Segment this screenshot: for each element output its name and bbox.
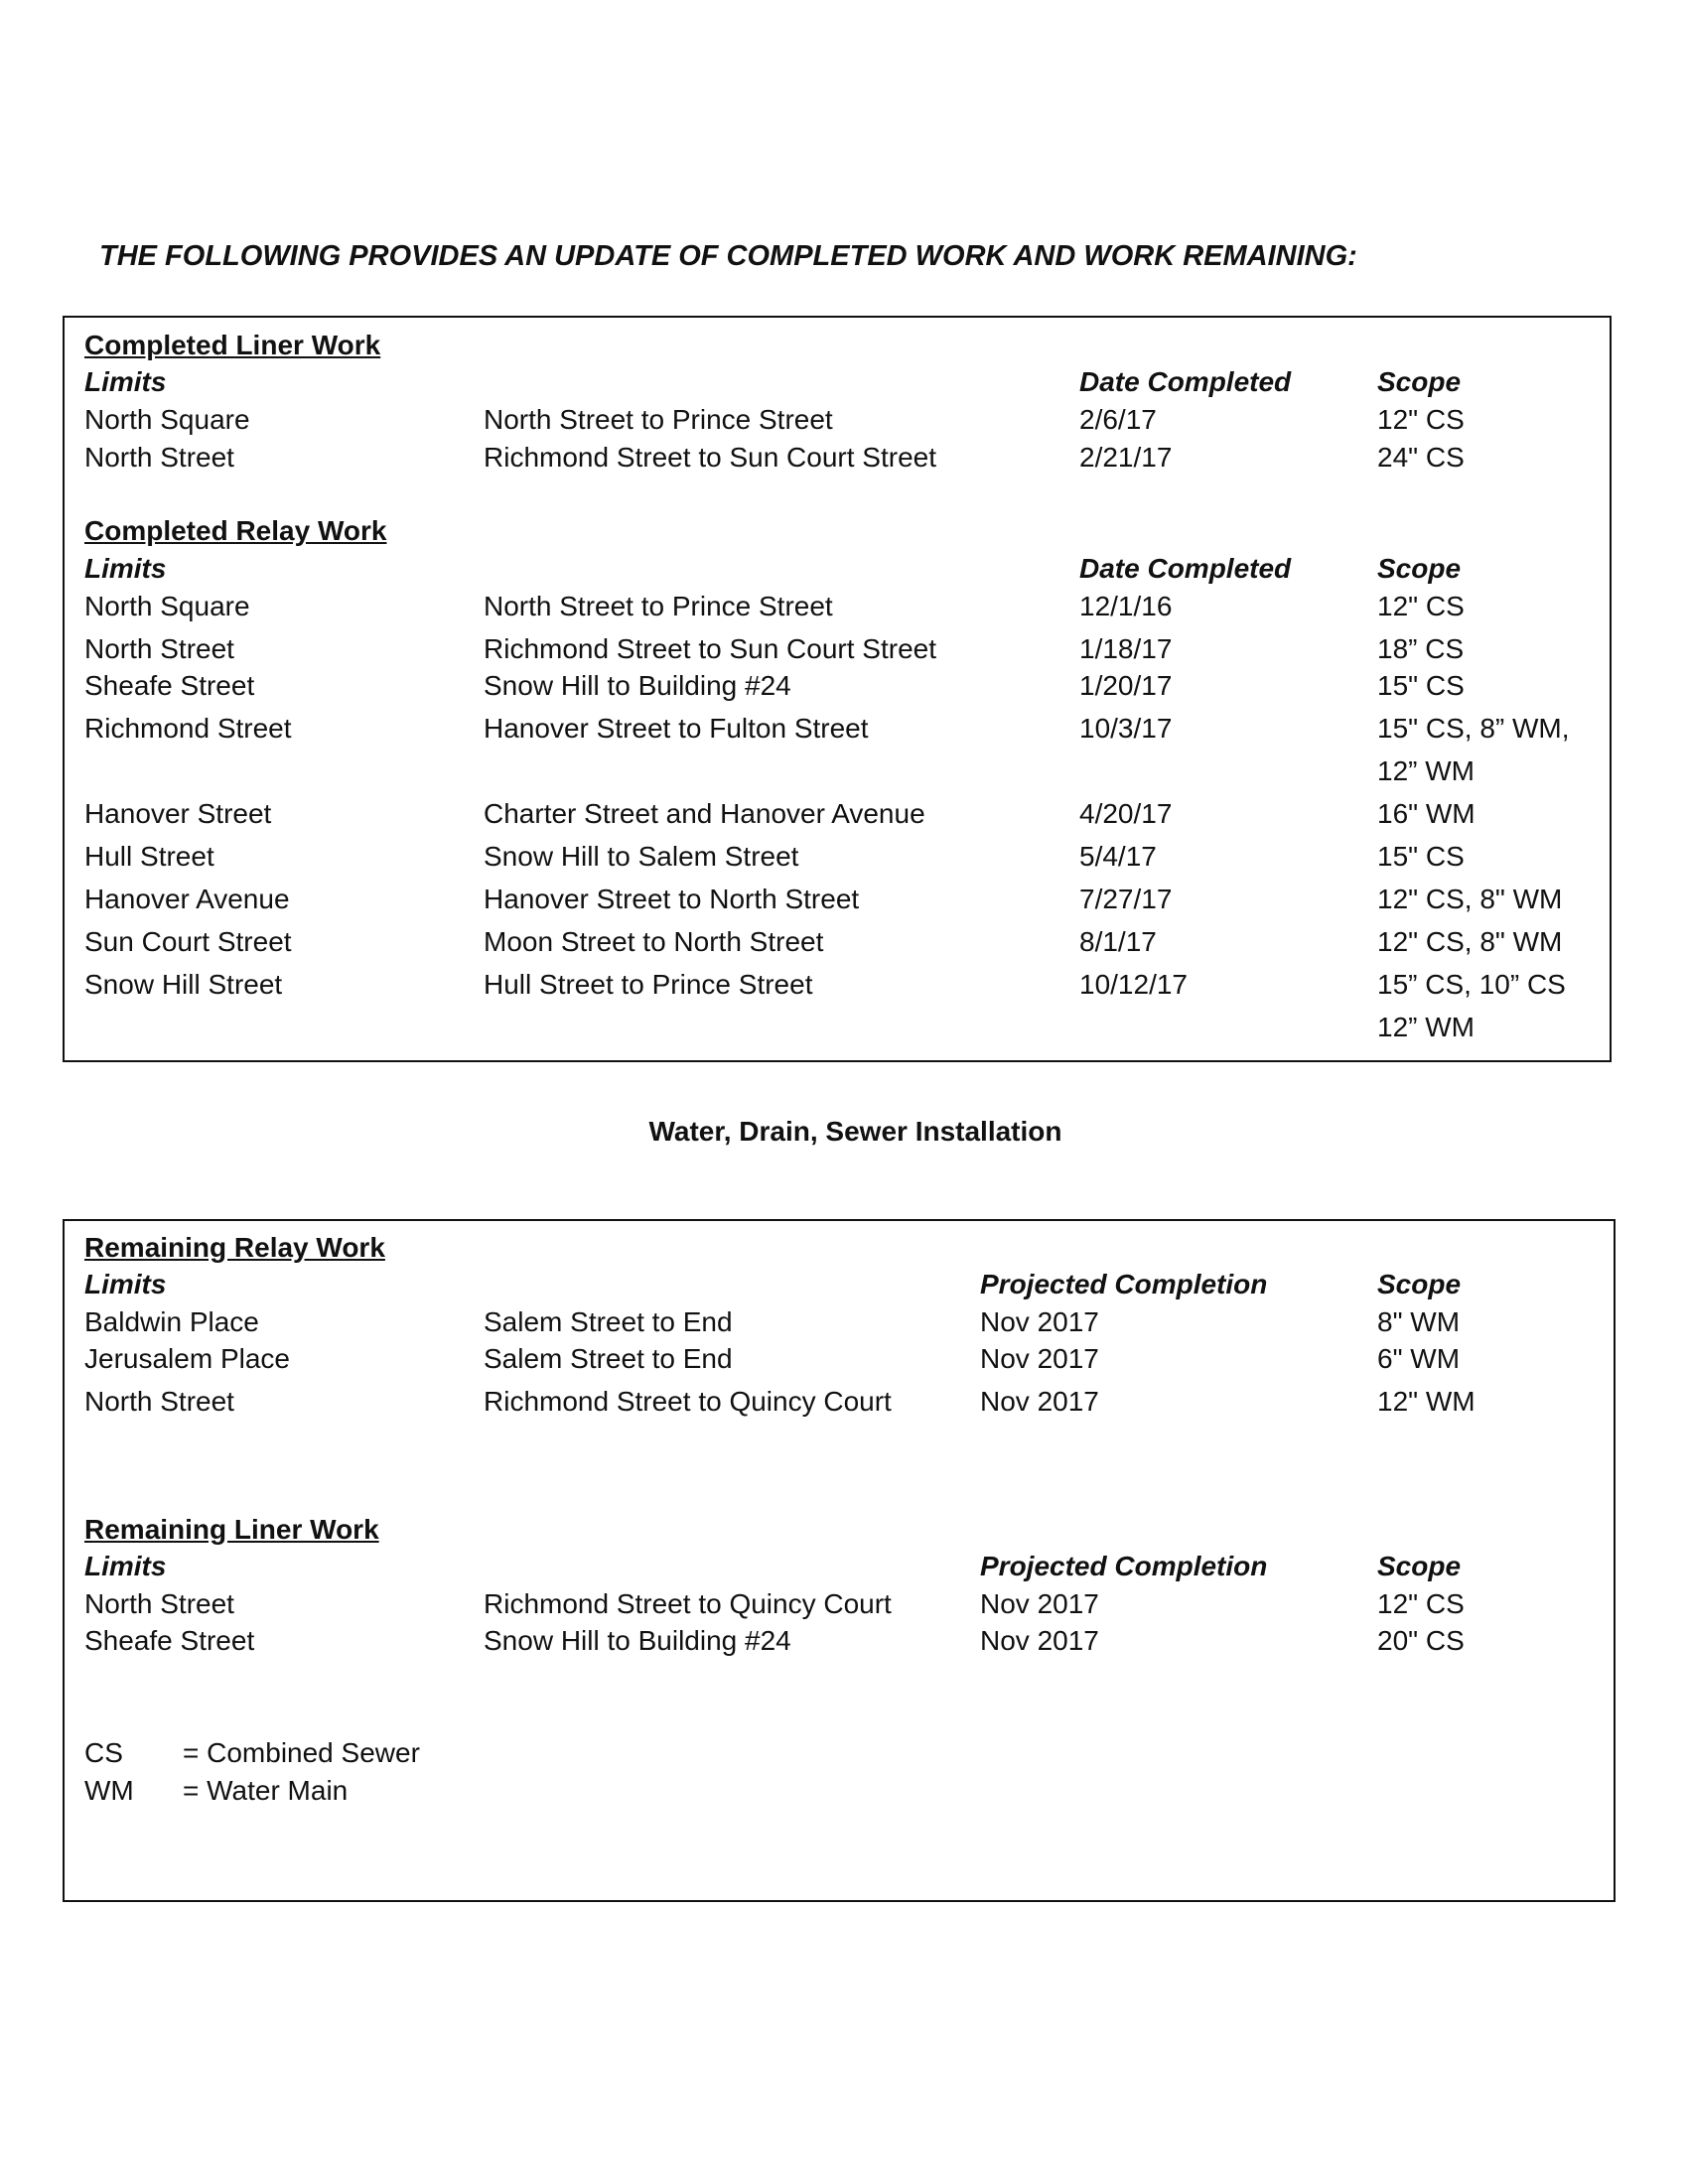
completed-relay-row-6-street: Hull Street [84, 841, 214, 872]
legend-wm-meaning: = Water Main [183, 1775, 349, 1806]
completed-relay-row-3-scope: 15" CS [1377, 670, 1465, 701]
completed-relay-row-2-street: North Street [84, 633, 234, 664]
completed-relay-row-6-scope: 15" CS [1377, 841, 1465, 872]
remaining-relay-row-3-date: Nov 2017 [980, 1386, 1099, 1417]
remaining-relay-row-2-limits: Salem Street to End [484, 1343, 733, 1374]
completed-relay-row-9-limits: Hull Street to Prince Street [484, 969, 813, 1000]
remaining-relay-row-2-date: Nov 2017 [980, 1343, 1099, 1374]
completed-relay-row-6-limits: Snow Hill to Salem Street [484, 841, 799, 872]
remaining-relay-row-3-street: North Street [84, 1386, 234, 1417]
completed-relay-row-7-date: 7/27/17 [1079, 884, 1173, 914]
completed-relay-row-4-scope-cont: 12” WM [1377, 755, 1475, 786]
completed-relay-row-8-date: 8/1/17 [1079, 926, 1157, 957]
completed-relay-row-4-scope: 15" CS, 8” WM, [1377, 713, 1570, 744]
completed-liner-date-header: Date Completed [1079, 366, 1292, 397]
legend-wm-abbr: WM [84, 1775, 134, 1806]
completed-relay-row-7-limits: Hanover Street to North Street [484, 884, 860, 914]
completed-liner-row-2-street: North Street [84, 442, 234, 473]
remaining-relay-row-3-limits: Richmond Street to Quincy Court [484, 1386, 892, 1417]
remaining-relay-row-1-limits: Salem Street to End [484, 1306, 733, 1337]
remaining-liner-scope-header: Scope [1377, 1551, 1462, 1581]
completed-relay-row-9-scope-cont: 12” WM [1377, 1012, 1475, 1042]
legend-cs-abbr: CS [84, 1737, 123, 1768]
completed-liner-row-1-street: North Square [84, 404, 250, 435]
remaining-liner-row-1-date: Nov 2017 [980, 1588, 1099, 1619]
completed-relay-row-4-street: Richmond Street [84, 713, 292, 744]
page-heading: THE FOLLOWING PROVIDES AN UPDATE OF COMPLETED WORK AND WORK REMAINING: [99, 240, 1357, 272]
completed-relay-row-6-date: 5/4/17 [1079, 841, 1157, 872]
completed-liner-title: Completed Liner Work [84, 330, 381, 360]
completed-relay-scope-header: Scope [1377, 553, 1462, 584]
remaining-relay-row-2-street: Jerusalem Place [84, 1343, 290, 1374]
remaining-liner-row-2-limits: Snow Hill to Building #24 [484, 1625, 791, 1656]
completed-relay-limits-header: Limits [84, 553, 167, 584]
completed-relay-row-3-street: Sheafe Street [84, 670, 255, 701]
completed-relay-row-1-date: 12/1/16 [1079, 591, 1173, 621]
completed-relay-row-2-scope: 18” CS [1377, 633, 1465, 664]
remaining-relay-row-2-scope: 6" WM [1377, 1343, 1461, 1374]
remaining-relay-limits-header: Limits [84, 1269, 167, 1299]
completed-relay-row-2-limits: Richmond Street to Sun Court Street [484, 633, 936, 664]
completed-relay-row-5-date: 4/20/17 [1079, 798, 1173, 829]
completed-liner-row-1-date: 2/6/17 [1079, 404, 1157, 435]
remaining-relay-row-1-date: Nov 2017 [980, 1306, 1099, 1337]
remaining-relay-row-1-scope: 8" WM [1377, 1306, 1461, 1337]
completed-relay-row-8-scope: 12" CS, 8" WM [1377, 926, 1563, 957]
completed-relay-row-8-street: Sun Court Street [84, 926, 292, 957]
completed-relay-row-5-street: Hanover Street [84, 798, 272, 829]
remaining-liner-row-1-scope: 12" CS [1377, 1588, 1465, 1619]
completed-relay-row-2-date: 1/18/17 [1079, 633, 1173, 664]
remaining-relay-scope-header: Scope [1377, 1269, 1462, 1299]
remaining-relay-row-1-street: Baldwin Place [84, 1306, 259, 1337]
remaining-liner-row-1-street: North Street [84, 1588, 234, 1619]
completed-liner-row-1-limits: North Street to Prince Street [484, 404, 833, 435]
completed-liner-row-2-date: 2/21/17 [1079, 442, 1173, 473]
remaining-liner-row-2-street: Sheafe Street [84, 1625, 255, 1656]
completed-relay-row-5-limits: Charter Street and Hanover Avenue [484, 798, 925, 829]
completed-liner-row-1-scope: 12" CS [1377, 404, 1465, 435]
completed-relay-row-4-date: 10/3/17 [1079, 713, 1173, 744]
completed-liner-row-2-limits: Richmond Street to Sun Court Street [484, 442, 936, 473]
completed-relay-row-3-date: 1/20/17 [1079, 670, 1173, 701]
completed-relay-row-9-date: 10/12/17 [1079, 969, 1188, 1000]
completed-relay-row-5-scope: 16" WM [1377, 798, 1476, 829]
remaining-liner-title: Remaining Liner Work [84, 1514, 379, 1545]
completed-liner-row-2-scope: 24" CS [1377, 442, 1465, 473]
remaining-liner-row-2-scope: 20" CS [1377, 1625, 1465, 1656]
completed-relay-row-1-limits: North Street to Prince Street [484, 591, 833, 621]
completed-relay-row-1-scope: 12" CS [1377, 591, 1465, 621]
section-center-title: Water, Drain, Sewer Installation [648, 1116, 1062, 1147]
completed-relay-row-8-limits: Moon Street to North Street [484, 926, 824, 957]
remaining-liner-limits-header: Limits [84, 1551, 167, 1581]
completed-liner-scope-header: Scope [1377, 366, 1462, 397]
completed-relay-row-7-street: Hanover Avenue [84, 884, 290, 914]
completed-relay-row-9-street: Snow Hill Street [84, 969, 283, 1000]
completed-relay-row-3-limits: Snow Hill to Building #24 [484, 670, 791, 701]
remaining-liner-row-2-date: Nov 2017 [980, 1625, 1099, 1656]
completed-liner-limits-header: Limits [84, 366, 167, 397]
completed-relay-row-4-limits: Hanover Street to Fulton Street [484, 713, 869, 744]
completed-relay-row-9-scope: 15” CS, 10” CS [1377, 969, 1566, 1000]
remaining-relay-title: Remaining Relay Work [84, 1232, 385, 1263]
remaining-relay-row-3-scope: 12" WM [1377, 1386, 1476, 1417]
completed-relay-row-7-scope: 12" CS, 8" WM [1377, 884, 1563, 914]
completed-relay-row-1-street: North Square [84, 591, 250, 621]
remaining-relay-date-header: Projected Completion [980, 1269, 1268, 1299]
completed-relay-date-header: Date Completed [1079, 553, 1292, 584]
remaining-liner-date-header: Projected Completion [980, 1551, 1268, 1581]
completed-relay-title: Completed Relay Work [84, 515, 387, 546]
remaining-liner-row-1-limits: Richmond Street to Quincy Court [484, 1588, 892, 1619]
legend-cs-meaning: = Combined Sewer [183, 1737, 420, 1768]
